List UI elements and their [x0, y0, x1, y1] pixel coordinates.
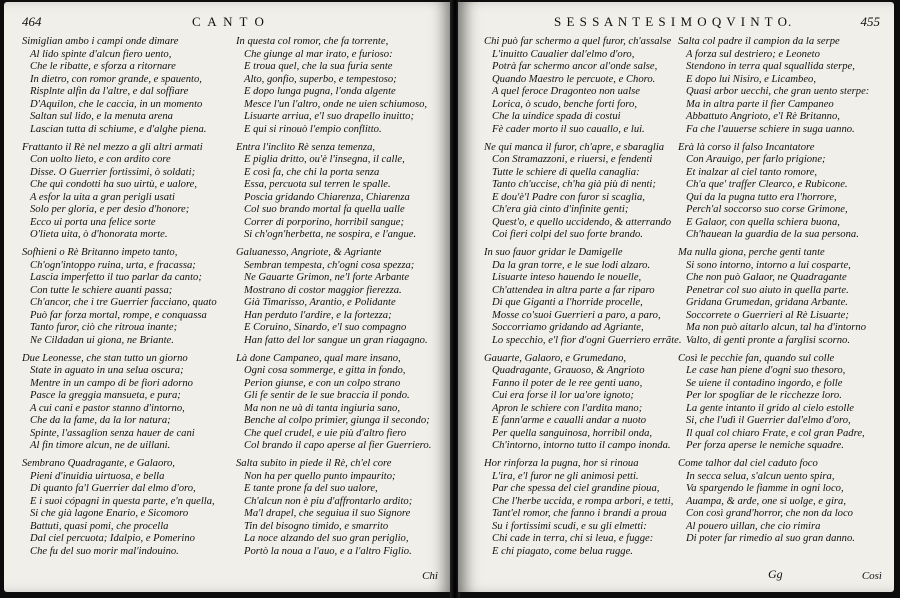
- verse-line: Fa che l'auuerse schiere in suga uanno.: [686, 123, 855, 135]
- verse-line: E tante prone fa del suo ualore,: [244, 483, 378, 495]
- verse-line: Sembran tempesta, ch'ogni cosa spezza;: [244, 259, 415, 271]
- verse-line: Con tutte le schiere auanti passa;: [30, 284, 173, 296]
- verse-line: Lascia imperfetto il tuo parlar da canto;: [30, 272, 202, 284]
- verse-line: Due Leonesse, che stan tutto un giorno: [22, 352, 188, 364]
- verse-line: Così le pecchie fan, quando sul colle: [678, 352, 835, 364]
- verse-line: A forza sul destriero; e Leoneto: [686, 48, 820, 60]
- verse-line: La gente intanto il grido al cielo estolle: [686, 402, 855, 414]
- right-page: [458, 2, 894, 592]
- verse-line: Si sono intorno, intorno a lui cosparte,: [686, 259, 851, 271]
- verse-line: Quando Maestro le percuote, e Choro.: [492, 73, 656, 85]
- verse-line: Con Stramazzoni, e riuersi, e fendenti: [492, 154, 653, 166]
- verse-line: Di quanto fa'l Guerrier dal elmo d'oro,: [30, 483, 196, 495]
- stanza: [484, 458, 684, 558]
- verse-line: Con così grand'horror, che non da loco: [686, 508, 853, 520]
- verse-line: Ma in altra parte il fier Campaneo: [686, 98, 834, 110]
- stanza: [236, 36, 448, 136]
- verse-line: Lisuarte inteso hauendo le nouelle,: [492, 272, 642, 284]
- verse-line: Pasce la greggia mansueta, e pura;: [30, 390, 181, 402]
- verse-line: Benche al colpo primier, giunga il secondo;: [244, 415, 430, 427]
- verse-line: Tin del bisogno timido, e smarrito: [244, 520, 389, 532]
- text-column-left-b: [236, 36, 448, 564]
- verse-line: Ch'intorno, intorno tutto il campo inonda.: [492, 440, 671, 452]
- verse-line: Gauarte, Galaoro, e Grumedano,: [484, 352, 627, 364]
- verse-line: Se uiene il contadino ingordo, e folle: [686, 377, 843, 389]
- verse-line: Et inalzar al ciel tanto romore,: [686, 166, 818, 178]
- verse-line: E così fa, che chi la porta senza: [244, 166, 380, 178]
- verse-line: Mentre in un campo di be fiori adorno: [30, 377, 193, 389]
- verse-line: Perion giunse, e con un colpo strano: [244, 377, 401, 389]
- verse-line: E qui si rinouò l'empio conflitto.: [244, 123, 382, 135]
- stanza: [236, 142, 448, 242]
- stanza: [22, 458, 232, 558]
- verse-line: Penetrar col suo aiuto in quella parte.: [686, 284, 849, 296]
- verse-line: Par che spessa del ciel grandine pioua,: [492, 483, 660, 495]
- verse-line: Ch'ancor, che i tre Guerrier facciano, quato: [30, 297, 217, 309]
- verse-line: In suo fauor gridar le Damigelle: [484, 247, 623, 259]
- text-column-left-a: [22, 36, 232, 564]
- verse-line: In secca selua, s'alcun uento spira,: [686, 470, 835, 482]
- verse-line: Da la gran torre, e le sue lodi alzaro.: [492, 259, 651, 271]
- verse-line: E chi piagato, come belua rugge.: [492, 545, 633, 557]
- verse-line: Soccorrete o Guerrieri al Rè Lisuarte;: [686, 309, 849, 321]
- verse-line: Qui da la pugna tutto era l'horrore,: [686, 191, 837, 203]
- verse-line: Auampa, & arde, one si uolge, e gira,: [686, 495, 846, 507]
- stanza: [678, 247, 890, 347]
- verse-line: Quest'o, e quello uccidendo, & atterrando: [492, 216, 672, 228]
- verse-line: Frattanto il Rè nel mezzo a gli altri armati: [22, 141, 203, 153]
- verse-line: Alto, gonfio, superbo, e tempestoso;: [244, 73, 397, 85]
- verse-line: Ch'alcun non è piu d'affrontarlo ardito;: [244, 495, 413, 507]
- verse-line: Ch'era già cinto d'infinite genti;: [492, 204, 629, 216]
- stanza: [236, 247, 448, 347]
- verse-line: Han perduto l'ardire, e la fortezza;: [244, 309, 392, 321]
- verse-line: E dopo lui Nisiro, e Licambeo,: [686, 73, 816, 85]
- verse-line: Mostrano di costor maggior fierezza.: [244, 284, 402, 296]
- verse-line: Galuanesso, Angriote, & Agriante: [236, 247, 382, 259]
- verse-line: La noce alzando del suo gran periglio,: [244, 533, 409, 545]
- verse-line: Va spargendo le fiamme in ogni loco,: [686, 483, 844, 495]
- verse-line: Dal ciel percuota; Idalpio, e Pomerino: [30, 533, 195, 545]
- verse-line: Salta col padre il campion da la serpe: [678, 36, 840, 47]
- verse-line: Essa, percuota sul terren le spalle.: [244, 179, 391, 191]
- catchword: Così: [861, 570, 882, 582]
- verse-line: Ecco ui porta una felice sorte: [30, 216, 156, 228]
- verse-line: Salta subito in piede il Rè, ch'el core: [236, 458, 392, 470]
- verse-line: Tutte le schiere di quella canaglia:: [492, 166, 640, 178]
- verse-line: Apron le schiere con l'ardita mano;: [492, 402, 643, 414]
- verse-line: Già Timarisso, Arantio, e Polidante: [244, 297, 396, 309]
- verse-line: A cui cani e pastor stanno d'intorno,: [30, 402, 185, 414]
- verse-line: Tanto ch'uccise, ch'ha già più di nenti;: [492, 179, 656, 191]
- stanza: [484, 36, 684, 136]
- verse-line: Quasi arbor uecchi, che gran uento sterpe:: [686, 86, 870, 97]
- verse-line: Al lido spinte d'alcun fiero uento,: [30, 48, 172, 60]
- running-title: S E S S A N T E S I M O Q V I N T O.: [554, 14, 793, 29]
- verse-line: Erà là corso il falso Incantatore: [678, 141, 815, 153]
- verse-line: Coi fieri colpi del suo forte brando.: [492, 229, 643, 241]
- verse-line: Per lor spogliar de le ricchezze loro.: [686, 390, 842, 402]
- verse-line: Col suo brando mortal fa quella ualle: [244, 204, 405, 216]
- verse-line: Le case han piene d'ogni suo thesoro,: [686, 365, 846, 377]
- verse-line: Lisuarte arriua, e'l suo drapello inuitto;: [244, 111, 415, 122]
- verse-line: Che fu del suo morir mal'indouino.: [30, 545, 179, 557]
- text-column-right-a: [484, 36, 684, 564]
- right-page-header: [458, 14, 894, 38]
- stanza: [484, 353, 684, 453]
- stanza: [678, 353, 890, 453]
- verse-line: Ma'l drapel, che seguiua il suo Signore: [244, 508, 411, 520]
- verse-line: E dou'è'l Padre con furor si scaglia,: [492, 191, 645, 203]
- stanza: [236, 458, 448, 558]
- verse-line: Per quella sanguinosa, horribil onda,: [492, 427, 653, 439]
- verse-line: Portò la noua a l'auo, e a l'altro Figlio.: [244, 545, 412, 557]
- verse-line: Entra l'inclito Rè senza temenza,: [236, 141, 376, 153]
- verse-line: Soccorriamo gridando ad Agriante,: [492, 322, 644, 334]
- verse-line: Come talhor dal ciel caduto foco: [678, 458, 818, 470]
- verse-line: A esfor la uita a gran perigli usati: [30, 191, 175, 203]
- verse-line: Mosse co'suoi Guerrieri a paro, a paro,: [492, 309, 661, 321]
- verse-line: Perch'al soccorso suo corse Grimone,: [686, 204, 848, 216]
- verse-line: Valto, di genti pronte a farglisi scorno.: [686, 334, 851, 346]
- verse-line: Là done Campaneo, qual mare insano,: [236, 352, 401, 364]
- stanza: [22, 36, 232, 136]
- page-number: 464: [22, 14, 42, 29]
- verse-line: Ma non può aitarlo alcun, tal ha d'intorno: [686, 322, 867, 334]
- verse-line: Con uolto lieto, e con ardito core: [30, 154, 171, 166]
- verse-line: In questa col romor, che fa torrente,: [236, 36, 389, 47]
- verse-line: E fann'arme e caualli andar a nuoto: [492, 415, 647, 427]
- verse-line: Gli fe sentir de le sue braccia il pondo.: [244, 390, 410, 402]
- verse-line: Che giunge al mar irato, e furioso:: [244, 48, 393, 60]
- verse-line: D'Aquilon, che le caccia, in un momento: [30, 98, 203, 110]
- verse-line: Chi può far schermo a quel furor, ch'assalse: [484, 36, 672, 47]
- verse-line: Si che già lagone Enario, e Sicomoro: [30, 508, 189, 520]
- verse-line: Ch'ogn'intoppo ruina, urta, e fracassa;: [30, 259, 196, 271]
- verse-line: Correr di porporino, horribil sangue;: [244, 216, 404, 228]
- verse-line: Disse. O Guerrier fortissimi, ò soldati;: [30, 166, 196, 178]
- verse-line: Ch'attendea in altra parte a far riparo: [492, 284, 655, 296]
- text-column-right-b: [678, 36, 890, 551]
- verse-line: Han fatto del lor sangue un gran riagagno.: [244, 334, 428, 346]
- verse-line: Mesce l'un l'altro, onde ne uien schiumoso,: [244, 98, 428, 110]
- verse-line: A quel feroce Dragonteo non ualse: [492, 86, 640, 97]
- stanza: [678, 458, 890, 546]
- verse-line: Che le ribatte, e sforza a ritornare: [30, 61, 176, 72]
- catchword: Chi: [422, 570, 438, 582]
- verse-line: E troua quel, che la sua furia sente: [244, 61, 393, 72]
- verse-line: E Galaor, con quella schiera buona,: [686, 216, 840, 228]
- verse-line: Solo per gloria, e per desio d'honore;: [30, 204, 190, 216]
- verse-line: Ne Cildadan ui giona, ne Briante.: [30, 334, 174, 346]
- verse-line: Gridana Grumedan, gridana Arbante.: [686, 297, 848, 309]
- verse-line: Fanno il poter de le ree genti uano,: [492, 377, 643, 389]
- verse-line: Risplnte alfin da l'altre, e dal soffiare: [30, 86, 189, 97]
- left-page: [4, 2, 452, 592]
- verse-line: E piglia dritto, ou'è l'insegna, il calle,: [244, 154, 405, 166]
- verse-line: Stendono in terra qual squallida sterpe,: [686, 61, 855, 72]
- verse-line: Ch'hauean la guardia de la sua persona.: [686, 229, 859, 241]
- verse-line: Poscia gridando Chiarenza, Chiarenza: [244, 191, 410, 203]
- verse-line: Al fin timore alcun, ne de uillani.: [30, 440, 171, 452]
- verse-line: O'lieta uita, ò d'honorata morte.: [30, 229, 168, 241]
- verse-line: Chi cade in terra, chi si leua, e fugge:: [492, 533, 654, 545]
- left-page-header: [4, 14, 452, 38]
- verse-line: Che l'herbe uccida, e rompa arbori, e tetti,: [492, 495, 674, 507]
- verse-line: Può far forza mortal, rompe, e conquassa: [30, 309, 207, 321]
- verse-line: Ma nulla giona, perche genti tante: [678, 247, 825, 259]
- verse-line: Di que Giganti a l'horride procelle,: [492, 297, 643, 309]
- verse-line: Ne Gauarte Grimon, ne'l forte Arbante: [244, 272, 410, 284]
- stanza: [484, 142, 684, 242]
- verse-line: L'ira, e'l furor ne gli animosi petti.: [492, 470, 639, 482]
- verse-line: Non ha per quello punto impaurito;: [244, 470, 396, 482]
- verse-line: Al pouero uillan, che cio rimira: [686, 520, 821, 532]
- verse-line: Si ch'ogn'herbetta, ne sospira, e l'angue.: [244, 229, 417, 241]
- stanza: [236, 353, 448, 453]
- verse-line: In dietro, con romor grande, e spauento,: [30, 73, 202, 85]
- verse-line: Che non può Galaor, ne Quadragante: [686, 272, 847, 284]
- verse-line: Si, che l'udì il Guerrier dal'elmo d'oro,: [686, 415, 851, 427]
- verse-line: Tanto furor, ciò che ritroua inante;: [30, 322, 178, 334]
- verse-line: Fè cader morto il suo cauallo, e lui.: [492, 123, 645, 135]
- verse-line: Lascian tutta di schiume, e d'alghe piena.: [30, 123, 207, 135]
- stanza: [678, 142, 890, 242]
- verse-line: Sembrano Quadragante, e Galaoro,: [22, 458, 175, 470]
- verse-line: Col brando il capo aperse al fier Guerriero.: [244, 440, 432, 452]
- verse-line: Ne qui manca il furor, ch'apre, e sbaraglia: [484, 141, 665, 153]
- verse-line: L'inuitto Caualier dal'elmo d'oro,: [492, 48, 635, 60]
- running-title: C A N T O: [192, 14, 266, 29]
- verse-line: Lo specchio, e'l fior d'ogni Guerriero errãte.: [492, 334, 682, 346]
- signature-mark: Gg: [768, 567, 783, 581]
- verse-line: Che da la fame, da la lor natura;: [30, 415, 171, 427]
- verse-line: Il qual col chiaro Frate, e col gran Padre,: [686, 427, 865, 439]
- verse-line: Ma non ne uà di tanta ingiuria sano,: [244, 402, 400, 414]
- stanza: [484, 247, 684, 347]
- verse-line: Che la uindice spada di costui: [492, 111, 621, 122]
- verse-line: Ch'a que' traffer Clearco, e Rubicone.: [686, 179, 848, 191]
- verse-line: Che quel crudel, e uie più d'altro fiero: [244, 427, 407, 439]
- verse-line: Hor rinforza la pugna, hor si rinoua: [484, 458, 639, 470]
- verse-line: Pieni d'inuidia uirtuosa, e bella: [30, 470, 165, 482]
- page-number: 455: [860, 14, 880, 29]
- verse-line: Lorica, ò scudo, benche forti foro,: [492, 98, 637, 110]
- verse-line: Saltan sul lido, e la menuta arena: [30, 111, 173, 122]
- verse-line: Con Arauigo, per farlo prigione;: [686, 154, 826, 166]
- verse-line: Di poter far rimedio al suo gran danno.: [686, 533, 855, 545]
- verse-line: State in aguato in una selua oscura;: [30, 365, 184, 377]
- stanza: [22, 142, 232, 242]
- verse-line: Su i fortissimi scudi, e su gli elmetti:: [492, 520, 647, 532]
- verse-line: Tant'el romor, che fanno i brandi a proua: [492, 508, 667, 520]
- verse-line: Ogni cosa sommerge, e gitta in fondo,: [244, 365, 406, 377]
- stanza: [22, 247, 232, 347]
- verse-line: Sofhieni o Rè Britanno impeto tanto,: [22, 247, 178, 259]
- verse-line: Battuti, quasi pomi, che procella: [30, 520, 169, 532]
- verse-line: Potrà far schermo ancor al'onde salse,: [492, 61, 658, 72]
- verse-line: Cui era forse il lor ua'ore ignoto;: [492, 390, 634, 402]
- verse-line: E Coruino, Sinardo, e'l suo compagno: [244, 322, 407, 334]
- verse-line: Simiglian ambo i campi onde dimare: [22, 36, 179, 47]
- verse-line: Che quì condotti ha suo uirtù, e ualore,: [30, 179, 198, 191]
- stanza: [678, 36, 890, 136]
- verse-line: Abbattuto Angrioto, e'l Rè Britanno,: [686, 111, 840, 122]
- verse-line: E dopo lunga pugna, l'onda algente: [244, 86, 396, 97]
- verse-line: E i suoi cópagni in questa parte, e'n quella,: [30, 495, 215, 507]
- stanza: [22, 353, 232, 453]
- verse-line: Spinte, l'assaglion senza hauer de cani: [30, 427, 195, 439]
- verse-line: Quadragante, Grauoso, & Angrioto: [492, 365, 645, 377]
- verse-line: Per forza aperse le nemiche squadre.: [686, 440, 844, 452]
